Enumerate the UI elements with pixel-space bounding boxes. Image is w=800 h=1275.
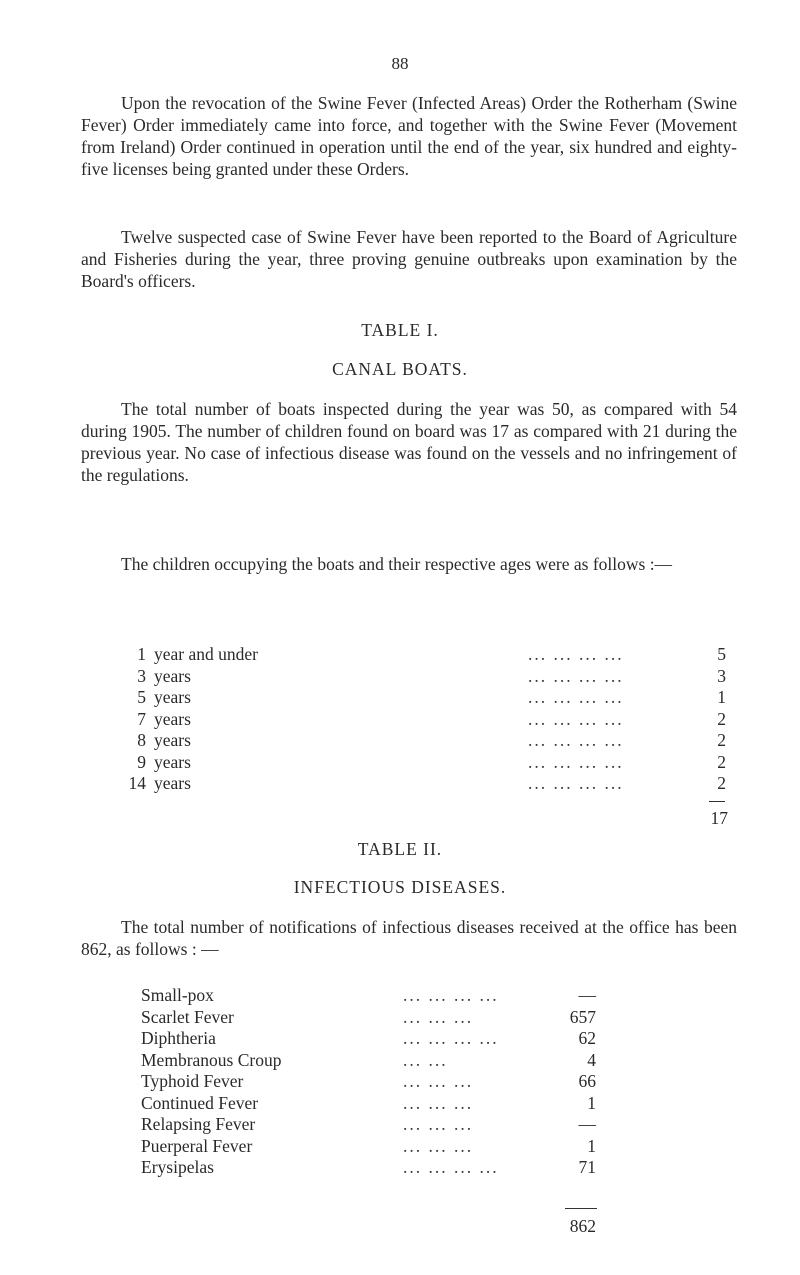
list-item — [141, 1028, 601, 1050]
list-item — [141, 1007, 601, 1029]
leader-dots: ... ... ... — [403, 1114, 474, 1134]
age-number: 1 — [137, 644, 146, 664]
notification-count: 71 — [578, 1157, 596, 1177]
age-label: years — [154, 730, 191, 750]
child-count: 1 — [717, 687, 726, 707]
leader-dots: ... ... ... ... — [403, 985, 499, 1005]
disease-name: Typhoid Fever — [141, 1071, 244, 1091]
age-label: year and under — [154, 644, 258, 664]
age-number: 3 — [137, 665, 146, 686]
leader-dots: ... ... ... — [403, 1135, 474, 1156]
list-item — [141, 1157, 601, 1179]
leader-dots: ... ... ... ... — [528, 773, 624, 793]
list-item — [141, 1071, 601, 1093]
list-item — [128, 773, 728, 795]
child-count: 2 — [717, 751, 726, 772]
children-age-list — [128, 644, 728, 795]
disease-name: Membranous Croup — [141, 1049, 282, 1070]
leader-dots: ... ... ... — [403, 1071, 474, 1091]
age-label: years — [154, 751, 191, 772]
notification-count: 62 — [578, 1028, 596, 1048]
leader-dots: ... ... ... ... — [528, 751, 624, 772]
list-item — [141, 1093, 601, 1115]
leader-dots: ... ... ... — [403, 1092, 474, 1113]
child-count: 2 — [717, 730, 726, 750]
notification-count: — — [578, 1114, 596, 1134]
list-item — [128, 752, 728, 774]
children-total: 17 — [710, 808, 728, 828]
leader-dots: ... ... ... ... — [528, 687, 624, 707]
leader-dots: ... ... ... ... — [528, 708, 624, 729]
infectious-diseases-list — [141, 985, 601, 1179]
leader-dots: ... ... ... ... — [528, 730, 624, 750]
list-item — [141, 1050, 601, 1072]
sum-rule — [565, 1208, 597, 1209]
table-2-intro: The total number of notifications of infectious diseases received at the office has been 862, as follows : — — [81, 917, 737, 959]
age-number: 5 — [137, 687, 146, 707]
notification-count: 1 — [587, 1135, 596, 1156]
leader-dots: ... ... ... — [403, 1006, 474, 1027]
age-label: years — [154, 708, 191, 729]
paragraph-swine-fever-cases: Twelve suspected case of Swine Fever have been reported to the Board of Agriculture and Fisheries during the year, three proving genuine outbreaks upon examination by the Board's officers. — [81, 227, 737, 291]
age-label: years — [154, 687, 191, 707]
notification-count: 4 — [587, 1049, 596, 1070]
leader-dots: ... ... ... ... — [528, 644, 624, 664]
list-item — [128, 709, 728, 731]
disease-name: Erysipelas — [141, 1157, 214, 1177]
notification-count: 1 — [587, 1092, 596, 1113]
disease-name: Relapsing Fever — [141, 1114, 256, 1134]
paragraph-swine-fever-orders: Upon the revocation of the Swine Fever (Infected Areas) Order the Rotherham (Swine Fever) Order immediately came into force, and together with the Swine Fever (Movement from Ireland) Order continued in operation until the end of the year, six hundred and eighty-five licenses being granted under these Orders. — [81, 93, 737, 179]
disease-name: Continued Fever — [141, 1092, 259, 1113]
child-count: 5 — [717, 644, 726, 664]
notifications-total: 862 — [569, 1216, 596, 1236]
disease-name: Small-pox — [141, 985, 214, 1005]
age-number: 7 — [137, 708, 146, 729]
leader-dots: ... ... — [403, 1049, 448, 1070]
leader-dots: ... ... ... ... — [403, 1157, 499, 1177]
disease-name: Scarlet Fever — [141, 1006, 234, 1027]
age-number: 9 — [137, 751, 146, 772]
age-label: years — [154, 665, 191, 686]
child-count: 2 — [717, 773, 726, 793]
list-item — [141, 985, 601, 1007]
list-item — [128, 666, 728, 688]
sum-rule — [709, 801, 725, 802]
list-item — [141, 1114, 601, 1136]
leader-dots: ... ... ... ... — [403, 1028, 499, 1048]
leader-dots: ... ... ... ... — [528, 665, 624, 686]
table-1-title: TABLE I. — [361, 320, 439, 340]
list-item — [141, 1136, 601, 1158]
child-count: 3 — [717, 665, 726, 686]
page-number: 88 — [391, 54, 409, 73]
list-item — [128, 644, 728, 666]
age-number: 14 — [128, 773, 146, 793]
table-2-subtitle: INFECTIOUS DISEASES. — [293, 877, 507, 897]
notification-count: 657 — [569, 1006, 596, 1027]
age-number: 8 — [137, 730, 146, 750]
list-item — [128, 730, 728, 752]
table-1-list-intro: The children occupying the boats and their respective ages were as follows :— — [121, 554, 673, 574]
table-1-intro: The total number of boats inspected during the year was 50, as compared with 54 during 1905. The number of children found on board was 17 as compared with 21 during the previous year. No case of infectious disease was found on the vessels and no infringement of the regulations. — [81, 399, 737, 485]
age-label: years — [154, 773, 191, 793]
list-item — [128, 687, 728, 709]
disease-name: Diphtheria — [141, 1028, 216, 1048]
notification-count: 66 — [578, 1071, 596, 1091]
notification-count: — — [578, 985, 596, 1005]
disease-name: Puerperal Fever — [141, 1135, 253, 1156]
child-count: 2 — [717, 708, 726, 729]
table-2-title: TABLE II. — [357, 839, 443, 859]
table-1-subtitle: CANAL BOATS. — [332, 359, 468, 379]
